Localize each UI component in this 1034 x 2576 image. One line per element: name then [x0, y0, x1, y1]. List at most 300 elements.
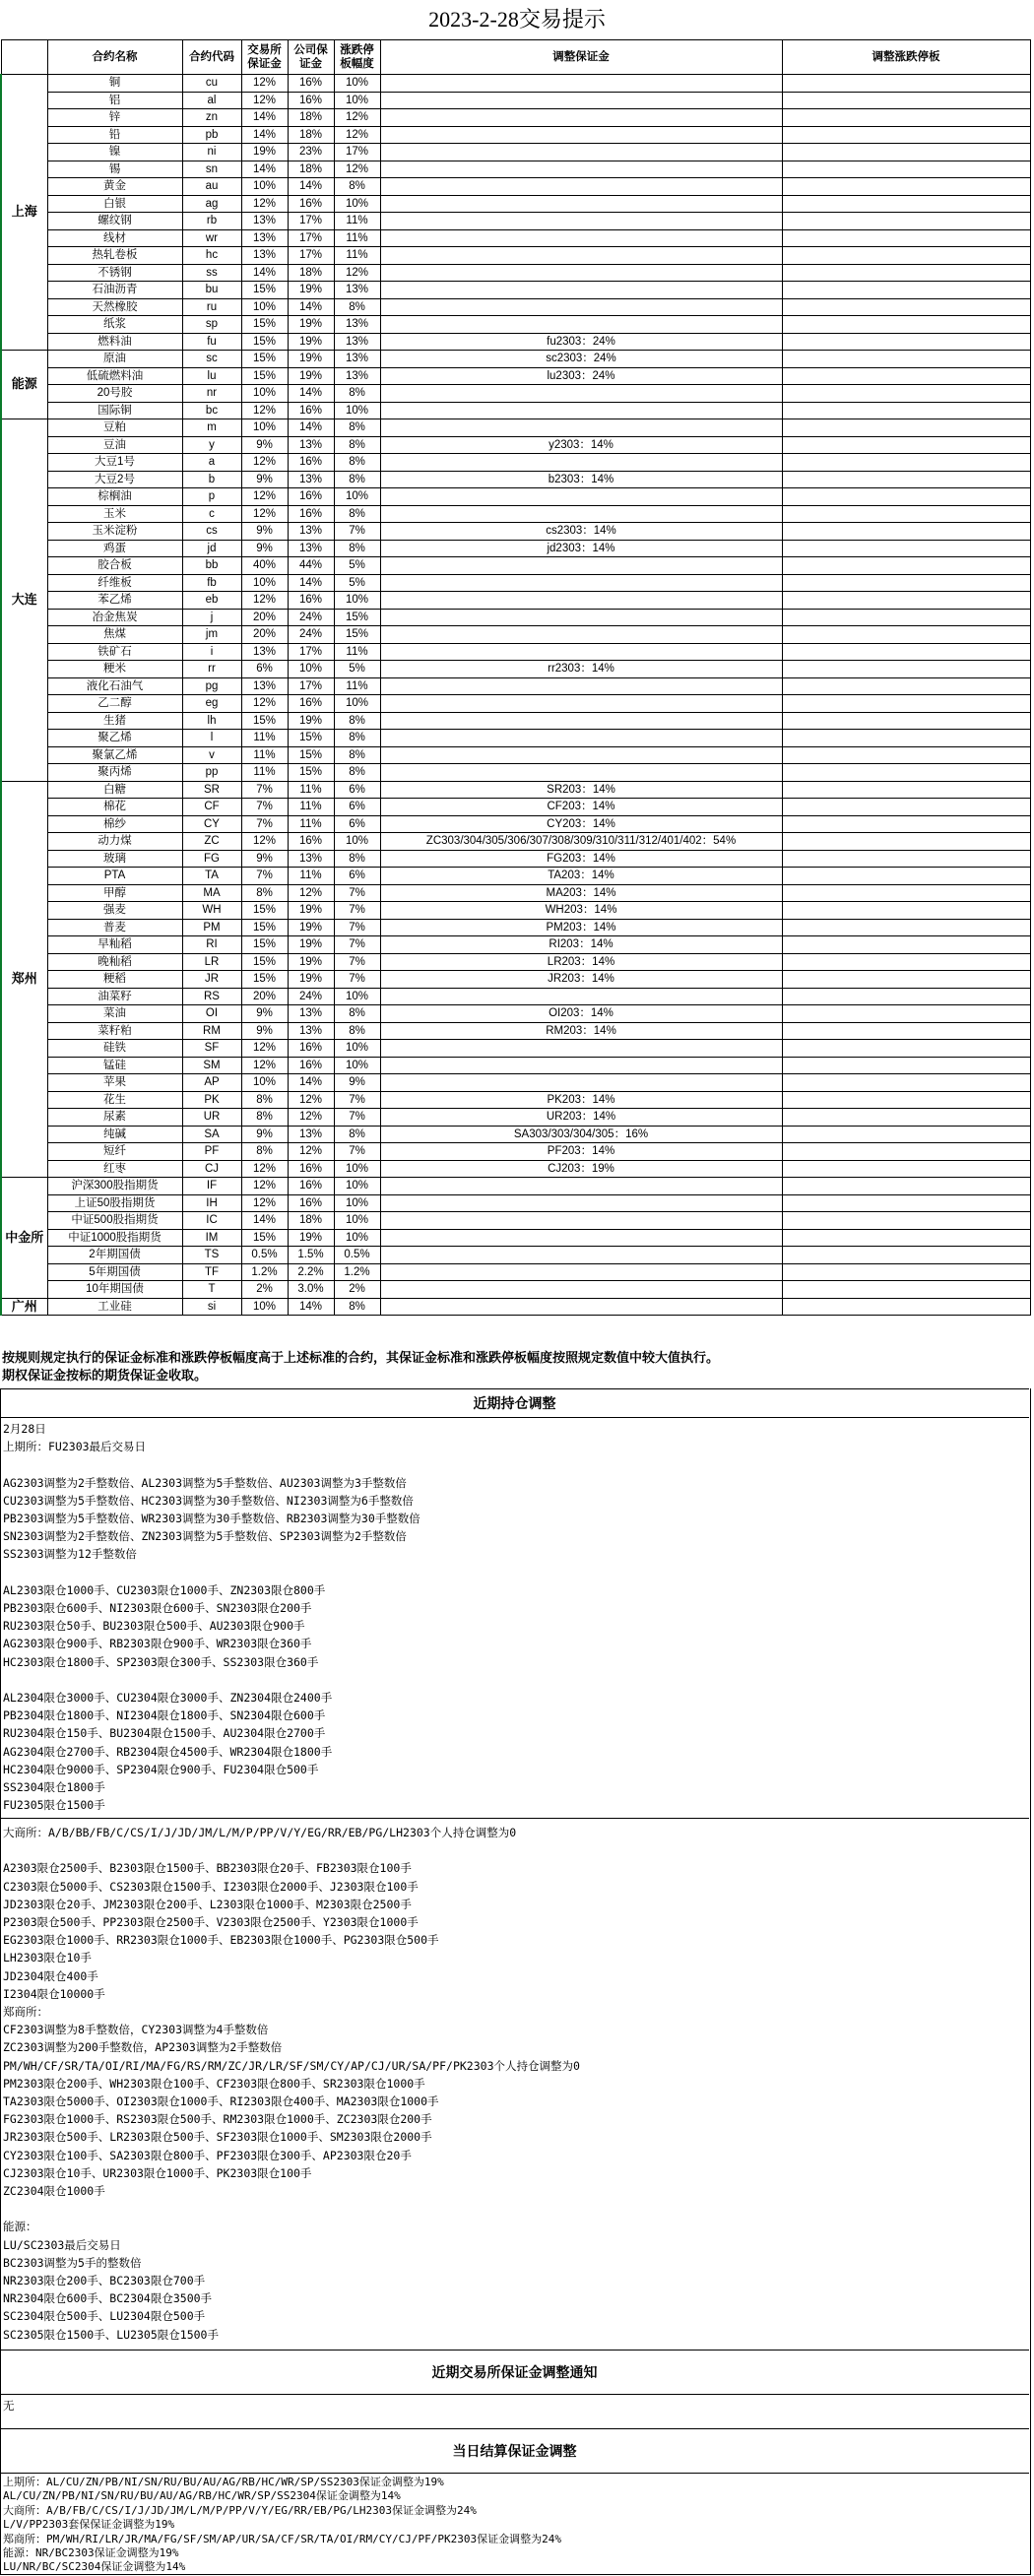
- text-line: [3, 1564, 1032, 1581]
- adjusted-limit-cell: [782, 919, 1030, 936]
- adjusted-limit-cell: [782, 316, 1030, 334]
- table-row: [1, 661, 1030, 678]
- contract-name-cell: 铝: [47, 92, 182, 109]
- exchange-margin-cell: 10%: [241, 298, 288, 316]
- contract-code-cell: PF: [182, 1143, 241, 1161]
- adjusted-limit-cell: [782, 247, 1030, 265]
- page-title: 2023-2-28交易提示: [428, 7, 606, 32]
- contract-name-cell: 玉米: [47, 505, 182, 523]
- price-limit-cell: 6%: [334, 868, 380, 885]
- adjusted-margin-cell: CJ203：19%: [380, 1160, 782, 1178]
- adjusted-limit-cell: [782, 1109, 1030, 1127]
- contract-code-cell: bc: [182, 402, 241, 419]
- table-row: [1, 126, 1030, 144]
- text-line: C2303限仓5000手、CS2303限仓1500手、I2303限仓2000手、J2303限仓100手: [3, 1879, 419, 1894]
- company-margin-cell: 14%: [288, 385, 334, 403]
- adjusted-margin-cell: y2303：14%: [380, 436, 782, 454]
- price-limit-cell: 8%: [334, 178, 380, 196]
- price-limit-cell: 7%: [334, 971, 380, 989]
- adjusted-limit-cell: [782, 902, 1030, 920]
- table-row: [1, 351, 1030, 368]
- contract-code-cell: sp: [182, 316, 241, 334]
- exchange-margin-cell: 9%: [241, 1005, 288, 1023]
- contract-code-cell: sc: [182, 351, 241, 368]
- exchange-margin-cell: 19%: [241, 144, 288, 161]
- contract-code-cell: IC: [182, 1212, 241, 1230]
- contract-name-cell: 20号胶: [47, 385, 182, 403]
- price-limit-cell: 10%: [334, 1057, 380, 1074]
- table-row: [1, 764, 1030, 782]
- exchange-margin-cell: 15%: [241, 971, 288, 989]
- price-limit-cell: 8%: [334, 471, 380, 488]
- contract-code-cell: m: [182, 419, 241, 437]
- price-limit-cell: 2%: [334, 1281, 380, 1299]
- company-margin-cell: 1.5%: [288, 1247, 334, 1264]
- exchange-margin-cell: 9%: [241, 523, 288, 541]
- adjusted-margin-cell: [380, 247, 782, 265]
- adjusted-margin-cell: RM203：14%: [380, 1022, 782, 1040]
- exchange-cell: 大连: [1, 419, 47, 782]
- company-margin-cell: 13%: [288, 540, 334, 557]
- adjusted-limit-cell: [782, 178, 1030, 196]
- adjusted-limit-cell: [782, 436, 1030, 454]
- table-row: [1, 454, 1030, 472]
- contract-name-cell: 液化石油气: [47, 677, 182, 695]
- contract-name-cell: 白糖: [47, 781, 182, 799]
- exchange-margin-cell: 12%: [241, 592, 288, 610]
- adjusted-margin-cell: [380, 316, 782, 334]
- exchange-margin-cell: 15%: [241, 953, 288, 971]
- text-line: HC2303限仓1800手、SP2303限仓300手、SS2303限仓360手: [3, 1654, 319, 1669]
- table-row: [1, 109, 1030, 127]
- contract-code-cell: nr: [182, 385, 241, 403]
- adjusted-limit-cell: [782, 1194, 1030, 1212]
- company-margin-cell: 16%: [288, 505, 334, 523]
- company-margin-cell: 12%: [288, 1109, 334, 1127]
- exchange-margin-cell: 13%: [241, 677, 288, 695]
- text-line: PM2303限仓200手、WH2303限仓100手、CF2303限仓800手、SR2303限仓1000手: [3, 2076, 425, 2091]
- company-margin-cell: 18%: [288, 161, 334, 178]
- table-row: [1, 436, 1030, 454]
- table-row: [1, 247, 1030, 265]
- header-price-limit: 涨跌停板幅度: [334, 40, 380, 75]
- company-margin-cell: 19%: [288, 367, 334, 385]
- table-row: [1, 1178, 1030, 1195]
- header-adjusted-limit: 调整涨跌停板: [782, 40, 1030, 75]
- adjusted-limit-cell: [782, 92, 1030, 109]
- table-row: [1, 592, 1030, 610]
- price-limit-cell: 13%: [334, 316, 380, 334]
- text-line: 郑商所：: [3, 2005, 48, 2020]
- price-limit-cell: 11%: [334, 247, 380, 265]
- exchange-margin-cell: 15%: [241, 333, 288, 351]
- text-line: PB2304限仓1800手、NI2304限仓1800手、SN2304限仓600手: [3, 1708, 326, 1723]
- adjusted-margin-cell: [380, 1074, 782, 1092]
- text-line: NR2304限仓600手、BC2304限仓3500手: [3, 2291, 213, 2306]
- position-divider: [0, 1818, 1029, 1819]
- contract-code-cell: bb: [182, 557, 241, 575]
- table-row: [1, 574, 1030, 592]
- contract-name-cell: 苯乙烯: [47, 592, 182, 610]
- adjusted-margin-cell: RI203：14%: [380, 936, 782, 954]
- company-margin-cell: 14%: [288, 419, 334, 437]
- price-limit-cell: 8%: [334, 730, 380, 747]
- company-margin-cell: 14%: [288, 298, 334, 316]
- text-line: BC2303调整为5手的整数倍: [3, 2255, 142, 2270]
- exchange-margin-cell: 40%: [241, 557, 288, 575]
- adjusted-limit-cell: [782, 592, 1030, 610]
- adjusted-limit-cell: [782, 402, 1030, 419]
- company-margin-cell: 16%: [288, 195, 334, 213]
- adjusted-margin-cell: PK203：14%: [380, 1091, 782, 1109]
- adjusted-limit-cell: [782, 213, 1030, 230]
- adjusted-limit-cell: [782, 609, 1030, 626]
- header-exchange: [1, 40, 47, 75]
- adjusted-limit-cell: [782, 799, 1030, 816]
- price-limit-cell: 8%: [334, 712, 380, 730]
- text-line: 上期所：FU2303最后交易日: [3, 1440, 147, 1454]
- exchange-margin-cell: 10%: [241, 419, 288, 437]
- text-line: JD2304限仓400手: [3, 1968, 98, 1983]
- contract-code-cell: WH: [182, 902, 241, 920]
- adjusted-limit-cell: [782, 1178, 1030, 1195]
- contract-name-cell: 豆油: [47, 436, 182, 454]
- adjusted-limit-cell: [782, 677, 1030, 695]
- adjusted-margin-cell: [380, 746, 782, 764]
- adjusted-margin-cell: [380, 730, 782, 747]
- company-margin-cell: 13%: [288, 436, 334, 454]
- price-limit-cell: 9%: [334, 1074, 380, 1092]
- contract-name-cell: 胶合板: [47, 557, 182, 575]
- text-line: AG2303限仓900手、RB2303限仓900手、WR2303限仓360手: [3, 1637, 312, 1651]
- contract-name-cell: 石油沥青: [47, 282, 182, 299]
- contract-code-cell: lh: [182, 712, 241, 730]
- table-row: [1, 1022, 1030, 1040]
- price-limit-cell: 8%: [334, 298, 380, 316]
- price-limit-cell: 17%: [334, 144, 380, 161]
- text-line: FG2303限仓1000手、RS2303限仓500手、RM2303限仓1000手、ZC2303限仓200手: [3, 2112, 432, 2127]
- company-margin-cell: 19%: [288, 316, 334, 334]
- exchange-margin-cell: 14%: [241, 109, 288, 127]
- contract-name-cell: PTA: [47, 868, 182, 885]
- adjusted-margin-cell: SA303/303/304/305：16%: [380, 1126, 782, 1143]
- adjusted-limit-cell: [782, 764, 1030, 782]
- contract-code-cell: PK: [182, 1091, 241, 1109]
- contract-code-cell: y: [182, 436, 241, 454]
- contract-name-cell: 玻璃: [47, 850, 182, 868]
- price-limit-cell: 8%: [334, 1298, 380, 1316]
- contract-name-cell: 冶金焦炭: [47, 609, 182, 626]
- table-row: [1, 195, 1030, 213]
- exchange-margin-cell: 8%: [241, 1109, 288, 1127]
- contract-code-cell: cu: [182, 75, 241, 93]
- price-limit-cell: 10%: [334, 402, 380, 419]
- contract-name-cell: 大豆1号: [47, 454, 182, 472]
- contract-code-cell: UR: [182, 1109, 241, 1127]
- price-limit-cell: 7%: [334, 523, 380, 541]
- contract-name-cell: 中证500股指期货: [47, 1212, 182, 1230]
- text-line: AG2304限仓2700手、RB2304限仓4500手、WR2304限仓1800手: [3, 1744, 333, 1759]
- table-row: [1, 746, 1030, 764]
- company-margin-cell: 13%: [288, 1022, 334, 1040]
- exchange-margin-cell: 6%: [241, 661, 288, 678]
- table-row: [1, 178, 1030, 196]
- adjusted-limit-cell: [782, 1160, 1030, 1178]
- exchange-margin-cell: 9%: [241, 471, 288, 488]
- contract-code-cell: c: [182, 505, 241, 523]
- contract-code-cell: l: [182, 730, 241, 747]
- table-row: [1, 730, 1030, 747]
- header-exchange-margin: 交易所保证金: [241, 40, 288, 75]
- adjusted-limit-cell: [782, 1247, 1030, 1264]
- adjusted-limit-cell: [782, 884, 1030, 902]
- exchange-margin-cell: 15%: [241, 1229, 288, 1247]
- contract-name-cell: 黄金: [47, 178, 182, 196]
- company-margin-cell: 19%: [288, 936, 334, 954]
- contract-name-cell: 2年期国债: [47, 1247, 182, 1264]
- table-row: [1, 988, 1030, 1005]
- adjusted-limit-cell: [782, 1057, 1030, 1074]
- adjusted-limit-cell: [782, 1005, 1030, 1023]
- price-limit-cell: 15%: [334, 626, 380, 644]
- table-row: [1, 1281, 1030, 1299]
- table-row: [1, 471, 1030, 488]
- company-margin-cell: 17%: [288, 247, 334, 265]
- adjusted-limit-cell: [782, 1022, 1030, 1040]
- exchange-margin-cell: 14%: [241, 264, 288, 282]
- contract-code-cell: JR: [182, 971, 241, 989]
- table-row: [1, 1074, 1030, 1092]
- adjusted-margin-cell: [380, 1212, 782, 1230]
- contract-code-cell: pb: [182, 126, 241, 144]
- table-row: [1, 1298, 1030, 1316]
- table-row: [1, 868, 1030, 885]
- header-adjusted-margin: 调整保证金: [380, 40, 782, 75]
- company-margin-cell: 16%: [288, 454, 334, 472]
- text-line: SC2305限仓1500手、LU2305限仓1500手: [3, 2327, 219, 2342]
- company-margin-cell: 3.0%: [288, 1281, 334, 1299]
- company-margin-cell: 14%: [288, 574, 334, 592]
- text-line: CJ2303限仓10手、UR2303限仓1000手、PK2303限仓100手: [3, 2165, 312, 2180]
- table-row: [1, 1057, 1030, 1074]
- adjusted-limit-cell: [782, 264, 1030, 282]
- company-margin-cell: 16%: [288, 402, 334, 419]
- exchange-margin-cell: 10%: [241, 1074, 288, 1092]
- exchange-margin-cell: 12%: [241, 695, 288, 713]
- company-margin-cell: 10%: [288, 661, 334, 678]
- exchange-margin-cell: 12%: [241, 505, 288, 523]
- text-line: [3, 1841, 1032, 1859]
- adjusted-margin-cell: [380, 109, 782, 127]
- price-limit-cell: 11%: [334, 677, 380, 695]
- adjusted-margin-cell: PM203：14%: [380, 919, 782, 936]
- adjusted-limit-cell: [782, 523, 1030, 541]
- contract-name-cell: 菜油: [47, 1005, 182, 1023]
- adjusted-limit-cell: [782, 1281, 1030, 1299]
- contract-name-cell: 粳稻: [47, 971, 182, 989]
- text-line: RU2303限仓50手、BU2303限仓500手、AU2303限仓900手: [3, 1619, 305, 1634]
- adjusted-margin-cell: b2303：14%: [380, 471, 782, 488]
- adjusted-limit-cell: [782, 626, 1030, 644]
- settlement-title: 当日结算保证金调整: [0, 2428, 1029, 2474]
- table-row: [1, 781, 1030, 799]
- company-margin-cell: 19%: [288, 333, 334, 351]
- company-margin-cell: 15%: [288, 764, 334, 782]
- adjusted-margin-cell: MA203：14%: [380, 884, 782, 902]
- adjusted-limit-cell: [782, 367, 1030, 385]
- price-limit-cell: 5%: [334, 661, 380, 678]
- price-limit-cell: 5%: [334, 557, 380, 575]
- adjusted-limit-cell: [782, 1143, 1030, 1161]
- adjusted-margin-cell: WH203：14%: [380, 902, 782, 920]
- adjusted-margin-cell: CY203：14%: [380, 815, 782, 833]
- text-line: JD2303限仓20手、JM2303限仓200手、L2303限仓1000手、M2303限仓2500手: [3, 1897, 412, 1911]
- contract-code-cell: TS: [182, 1247, 241, 1264]
- adjusted-margin-cell: [380, 557, 782, 575]
- price-limit-cell: 7%: [334, 1143, 380, 1161]
- price-limit-cell: 10%: [334, 1178, 380, 1195]
- rule-note-line: 期权保证金按标的期货保证金收取。: [2, 1368, 208, 1383]
- exchange-margin-cell: 10%: [241, 385, 288, 403]
- price-limit-cell: 6%: [334, 781, 380, 799]
- adjusted-margin-cell: UR203：14%: [380, 1109, 782, 1127]
- price-limit-cell: 15%: [334, 609, 380, 626]
- position-adjust-title: 近期持仓调整: [0, 1388, 1029, 1418]
- table-row: [1, 815, 1030, 833]
- table-row: [1, 523, 1030, 541]
- company-margin-cell: 12%: [288, 1143, 334, 1161]
- contract-name-cell: 苹果: [47, 1074, 182, 1092]
- exchange-margin-cell: 12%: [241, 402, 288, 419]
- price-limit-cell: 10%: [334, 1212, 380, 1230]
- contract-name-cell: 中证1000股指期货: [47, 1229, 182, 1247]
- company-margin-cell: 14%: [288, 1298, 334, 1316]
- exchange-margin-cell: 8%: [241, 1143, 288, 1161]
- adjusted-margin-cell: sc2303：24%: [380, 351, 782, 368]
- company-margin-cell: 16%: [288, 1057, 334, 1074]
- contract-code-cell: rr: [182, 661, 241, 678]
- contract-name-cell: 工业硅: [47, 1298, 182, 1316]
- price-limit-cell: 6%: [334, 815, 380, 833]
- contract-code-cell: lu: [182, 367, 241, 385]
- adjusted-limit-cell: [782, 471, 1030, 488]
- company-margin-cell: 19%: [288, 1229, 334, 1247]
- contract-name-cell: 早籼稻: [47, 936, 182, 954]
- adjusted-margin-cell: lu2303：24%: [380, 367, 782, 385]
- text-line: SS2304限仓1800手: [3, 1780, 105, 1795]
- exchange-margin-cell: 20%: [241, 988, 288, 1005]
- adjusted-margin-cell: LR203：14%: [380, 953, 782, 971]
- table-row: [1, 402, 1030, 419]
- price-limit-cell: 11%: [334, 229, 380, 247]
- adjusted-margin-cell: [380, 1247, 782, 1264]
- contract-code-cell: wr: [182, 229, 241, 247]
- contract-name-cell: 聚丙烯: [47, 764, 182, 782]
- table-row: [1, 643, 1030, 661]
- adjusted-margin-cell: [380, 1178, 782, 1195]
- text-line: SS2303调整为12手整数倍: [3, 1547, 137, 1562]
- company-margin-cell: 16%: [288, 592, 334, 610]
- company-margin-cell: 18%: [288, 264, 334, 282]
- text-line: [3, 1671, 1032, 1689]
- adjusted-margin-cell: [380, 92, 782, 109]
- rule-note: [2, 1349, 1026, 1385]
- table-row: [1, 540, 1030, 557]
- exchange-margin-cell: 10%: [241, 1298, 288, 1316]
- price-limit-cell: 8%: [334, 385, 380, 403]
- exchange-margin-cell: 15%: [241, 367, 288, 385]
- contract-name-cell: 铜: [47, 75, 182, 93]
- exchange-margin-cell: 20%: [241, 609, 288, 626]
- company-margin-cell: 24%: [288, 626, 334, 644]
- table-row: [1, 505, 1030, 523]
- exchange-cell: 中金所: [1, 1178, 47, 1299]
- table-row: [1, 1263, 1030, 1281]
- price-limit-cell: 10%: [334, 592, 380, 610]
- contract-code-cell: pp: [182, 764, 241, 782]
- company-margin-cell: 19%: [288, 282, 334, 299]
- company-margin-cell: 11%: [288, 799, 334, 816]
- adjusted-limit-cell: [782, 661, 1030, 678]
- text-line: CY2303限仓100手、SA2303限仓800手、PF2303限仓300手、AP2303限仓20手: [3, 2148, 412, 2162]
- contract-code-cell: au: [182, 178, 241, 196]
- contract-name-cell: 焦煤: [47, 626, 182, 644]
- exchange-margin-cell: 12%: [241, 1194, 288, 1212]
- contract-code-cell: jd: [182, 540, 241, 557]
- adjusted-margin-cell: [380, 1229, 782, 1247]
- contract-name-cell: 铁矿石: [47, 643, 182, 661]
- exchange-margin-cell: 12%: [241, 92, 288, 109]
- company-margin-cell: 19%: [288, 919, 334, 936]
- price-limit-cell: 12%: [334, 109, 380, 127]
- contract-code-cell: LR: [182, 953, 241, 971]
- adjusted-limit-cell: [782, 1074, 1030, 1092]
- contract-name-cell: 10年期国债: [47, 1281, 182, 1299]
- table-row: [1, 850, 1030, 868]
- contract-code-cell: CY: [182, 815, 241, 833]
- exchange-margin-cell: 0.5%: [241, 1247, 288, 1264]
- adjusted-margin-cell: [380, 75, 782, 93]
- adjusted-limit-cell: [782, 161, 1030, 178]
- table-row: [1, 1229, 1030, 1247]
- price-limit-cell: 10%: [334, 488, 380, 506]
- adjusted-margin-cell: PF203：14%: [380, 1143, 782, 1161]
- table-row: [1, 213, 1030, 230]
- contract-code-cell: zn: [182, 109, 241, 127]
- company-margin-cell: 11%: [288, 868, 334, 885]
- table-row: [1, 1160, 1030, 1178]
- text-line: LU/NR/BC/SC2304保证金调整为14%: [3, 2560, 186, 2574]
- price-limit-cell: 8%: [334, 1126, 380, 1143]
- price-limit-cell: 10%: [334, 988, 380, 1005]
- company-margin-cell: 13%: [288, 523, 334, 541]
- adjusted-margin-cell: [380, 574, 782, 592]
- contract-code-cell: eg: [182, 695, 241, 713]
- company-margin-cell: 19%: [288, 712, 334, 730]
- contract-code-cell: ni: [182, 144, 241, 161]
- text-line: NR2303限仓200手、BC2303限仓700手: [3, 2274, 206, 2288]
- price-limit-cell: 10%: [334, 695, 380, 713]
- contract-code-cell: RM: [182, 1022, 241, 1040]
- exchange-margin-cell: 9%: [241, 540, 288, 557]
- contract-code-cell: a: [182, 454, 241, 472]
- table-row: [1, 1091, 1030, 1109]
- adjusted-margin-cell: [380, 195, 782, 213]
- exchange-margin-cell: 9%: [241, 436, 288, 454]
- contract-code-cell: rb: [182, 213, 241, 230]
- company-margin-cell: 17%: [288, 213, 334, 230]
- contract-name-cell: 沪深300股指期货: [47, 1178, 182, 1195]
